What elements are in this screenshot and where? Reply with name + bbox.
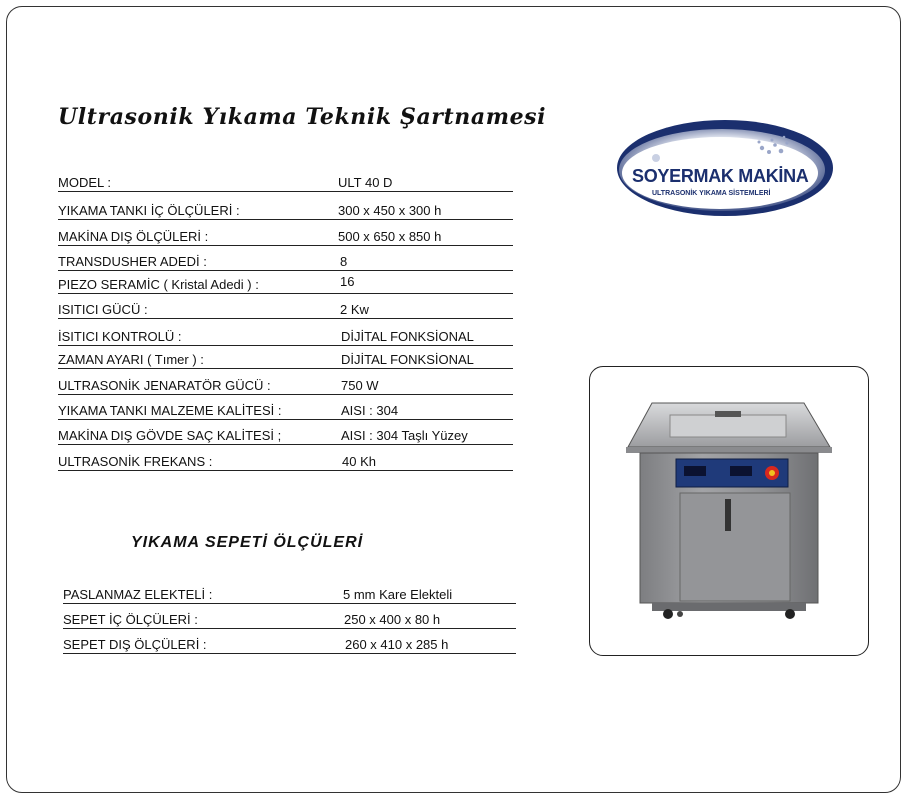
spec-value: 500 x 650 x 850 h: [338, 229, 442, 244]
spec-label: MAKİNA DIŞ GÖVDE SAÇ KALİTESİ ;: [58, 428, 282, 443]
spec-row: [58, 227, 513, 246]
spec-value: ULT 40 D: [338, 175, 393, 190]
spec-label: ZAMAN AYARI ( Tımer ) :: [58, 352, 204, 367]
spec-row: [58, 327, 513, 346]
spec-label: PIEZO SERAMİC ( Kristal Adedi ) :: [58, 277, 259, 292]
spec-label: TRANSDUSHER ADEDİ :: [58, 254, 207, 269]
basket-value: 260 x 410 x 285 h: [345, 637, 449, 652]
basket-value: 5 mm Kare Elekteli: [343, 587, 453, 602]
spec-value: AISI : 304 Taşlı Yüzey: [341, 428, 468, 443]
company-logo: [612, 118, 838, 218]
basket-label: SEPET İÇ ÖLÇÜLERİ :: [63, 612, 198, 627]
spec-label: YIKAMA TANKI İÇ ÖLÇÜLERİ :: [58, 203, 240, 218]
spec-row: [58, 376, 513, 395]
basket-value: 250 x 400 x 80 h: [344, 612, 441, 627]
spec-value: 40 Kh: [342, 454, 376, 469]
basket-row: [63, 585, 516, 604]
basket-label: SEPET DIŞ ÖLÇÜLERİ :: [63, 637, 207, 652]
spec-value: 2 Kw: [340, 302, 369, 317]
spec-value: 300 x 450 x 300 h: [338, 203, 442, 218]
spec-label: ISITICI GÜCÜ :: [58, 302, 148, 317]
spec-row: [58, 452, 513, 471]
basket-row: [63, 610, 516, 629]
spec-row: [58, 173, 513, 192]
spec-label: MAKİNA DIŞ ÖLÇÜLERİ :: [58, 229, 209, 244]
spec-value: 16: [340, 274, 355, 289]
spec-row: [58, 252, 513, 271]
spec-value: AISI : 304: [341, 403, 399, 418]
spec-label: MODEL :: [58, 175, 111, 190]
spec-row: [58, 401, 513, 420]
spec-label: ULTRASONİK JENARATÖR GÜCÜ :: [58, 378, 271, 393]
spec-row: [58, 300, 513, 319]
spec-label: YIKAMA TANKI MALZEME KALİTESİ :: [58, 403, 282, 418]
basket-row: [63, 635, 516, 654]
spec-row: [58, 201, 513, 220]
logo-name: SOYERMAK MAKİNA: [632, 166, 809, 186]
spec-value: 750 W: [341, 378, 379, 393]
basket-label: PASLANMAZ ELEKTELİ :: [63, 587, 213, 602]
page-title: Ultrasonik Yıkama Teknik Şartnamesi: [58, 104, 547, 130]
spec-value: DİJİTAL FONKSİONAL: [341, 352, 474, 367]
logo-tagline: ULTRASONİK YIKAMA SİSTEMLERİ: [652, 190, 771, 197]
spec-label: ULTRASONİK FREKANS :: [58, 454, 213, 469]
spec-row: [58, 350, 513, 369]
product-photo-frame: [589, 366, 869, 656]
basket-section-title: YIKAMA SEPETİ ÖLÇÜLERİ: [131, 534, 364, 551]
spec-row: [58, 426, 513, 445]
spec-value: DİJİTAL FONKSİONAL: [341, 329, 474, 344]
ultrasonic-washer-image: [590, 367, 868, 655]
spec-row: [58, 275, 513, 294]
spec-value: 8: [340, 254, 348, 269]
spec-label: İSITICI KONTROLÜ :: [58, 329, 182, 344]
